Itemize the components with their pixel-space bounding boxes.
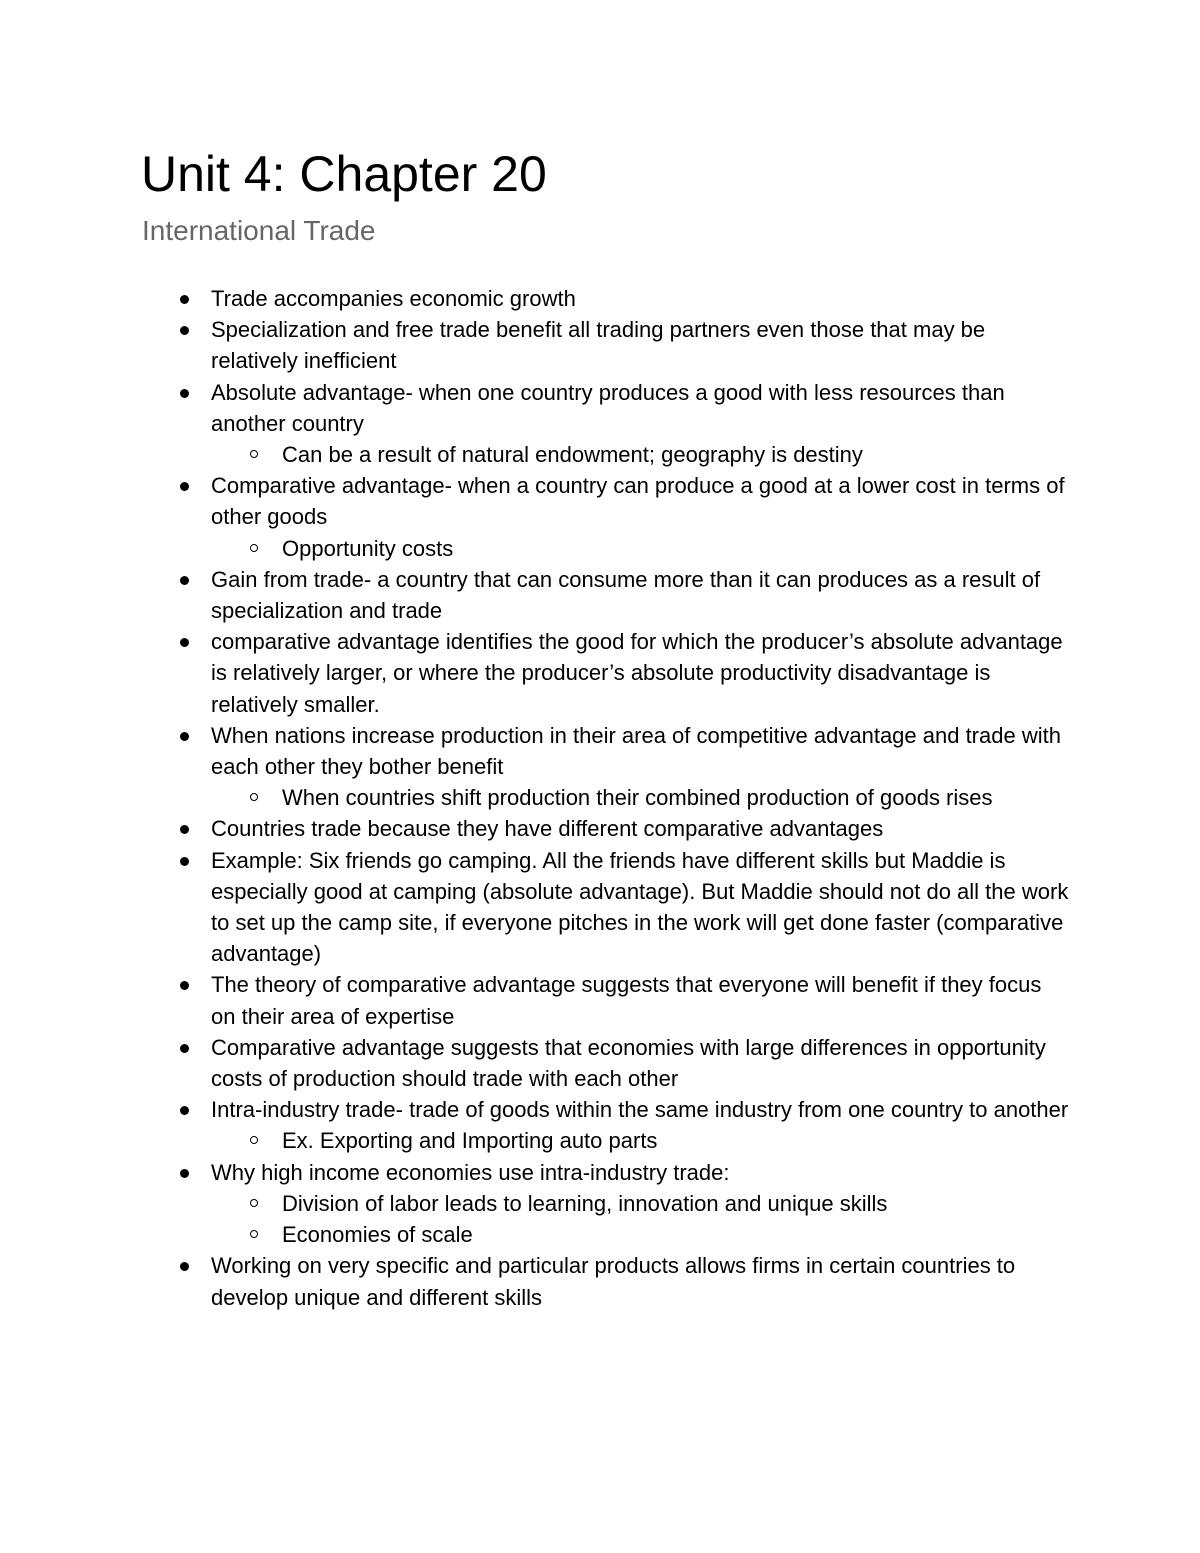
bullet-icon <box>180 732 189 741</box>
bullet-icon <box>180 389 189 398</box>
bullet-icon <box>180 981 189 990</box>
document-title: Unit 4: Chapter 20 <box>141 146 547 202</box>
sub-list-item <box>0 439 1102 470</box>
list-item-text: Can be a result of natural endowment; geography is destiny <box>282 442 863 468</box>
bullet-icon <box>180 482 189 491</box>
hollow-bullet-icon <box>250 1136 258 1144</box>
bullet-icon <box>180 1106 189 1115</box>
list-item <box>0 626 1071 720</box>
list-item-text: comparative advantage identifies the good for which the producer’s absolute advantage is relatively larger, or where the producer’s absolute productivity disadvantage is relatively smaller. <box>211 629 1063 717</box>
list-item-text: Opportunity costs <box>282 535 454 561</box>
list-item <box>0 969 1071 1031</box>
list-item <box>0 845 1071 970</box>
sub-list-item <box>0 1219 1102 1250</box>
list-item <box>0 1157 1071 1188</box>
hollow-bullet-icon <box>250 793 258 801</box>
list-item-text: Absolute advantage- when one country produces a good with less resources than another country <box>211 379 1005 436</box>
hollow-bullet-icon <box>250 544 258 552</box>
list-item <box>0 377 1071 439</box>
list-item <box>0 720 1071 782</box>
list-item-text: Comparative advantage- when a country can produce a good at a lower cost in terms of other goods <box>211 473 1065 530</box>
sub-list-item <box>0 1125 1102 1156</box>
hollow-bullet-icon <box>250 450 258 458</box>
bullet-icon <box>180 326 189 335</box>
section-subtitle: International Trade <box>142 215 376 246</box>
list-item-text: Economies of scale <box>282 1222 473 1248</box>
list-item <box>0 283 1071 314</box>
bullet-icon <box>180 825 189 834</box>
list-item-text: Working on very specific and particular products allows firms in certain countries to develop unique and different skills <box>211 1253 1016 1310</box>
hollow-bullet-icon <box>250 1230 258 1238</box>
list-item-text: Example: Six friends go camping. All the friends have different skills but Maddie is especially good at camping (absolute advantage). But Maddie should not do all the work to set up the camp site, if everyone pitches in the work will get done faster (comparative advantage) <box>211 847 1069 967</box>
list-item-text: Specialization and free trade benefit all trading partners even those that may be relatively inefficient <box>211 317 986 374</box>
list-item-text: Intra-industry trade- trade of goods within the same industry from one country to another <box>211 1097 1069 1123</box>
sub-list-item <box>0 533 1102 564</box>
bullet-list <box>0 283 1200 1313</box>
list-item-text: Countries trade because they have different comparative advantages <box>211 816 884 842</box>
bullet-icon <box>180 1044 189 1053</box>
bullet-icon <box>180 576 189 585</box>
bullet-icon <box>180 295 189 304</box>
sub-list-item <box>0 1188 1102 1219</box>
bullet-icon <box>180 638 189 647</box>
list-item-text: The theory of comparative advantage suggests that everyone will benefit if they focus on their area of expertise <box>211 972 1042 1029</box>
hollow-bullet-icon <box>250 1199 258 1207</box>
list-item-text: Trade accompanies economic growth <box>211 286 576 311</box>
list-item <box>0 564 1071 626</box>
list-item-text: When countries shift production their combined production of goods rises <box>282 785 993 811</box>
list-item <box>0 1032 1071 1094</box>
list-item-text: Gain from trade- a country that can consume more than it can produces as a result of specialization and trade <box>211 566 1041 624</box>
bullet-icon <box>180 1169 189 1178</box>
list-item <box>0 1250 1071 1312</box>
bullet-icon <box>180 857 189 866</box>
list-item <box>0 1094 1071 1125</box>
list-item-text: Comparative advantage suggests that economies with large differences in opportunity costs of production should trade with each other <box>211 1034 1046 1092</box>
bullet-icon <box>180 1262 189 1271</box>
list-item <box>0 813 1071 844</box>
list-item <box>0 470 1071 532</box>
sub-list-item <box>0 782 1102 813</box>
list-item-text: Division of labor leads to learning, innovation and unique skills <box>282 1190 888 1216</box>
list-item <box>0 314 1071 376</box>
list-item-text: Ex. Exporting and Importing auto parts <box>282 1128 658 1154</box>
list-item-text: Why high income economies use intra-industry trade: <box>211 1159 730 1185</box>
list-item-text: When nations increase production in their area of competitive advantage and trade with each other they bother benefit <box>211 722 1061 780</box>
